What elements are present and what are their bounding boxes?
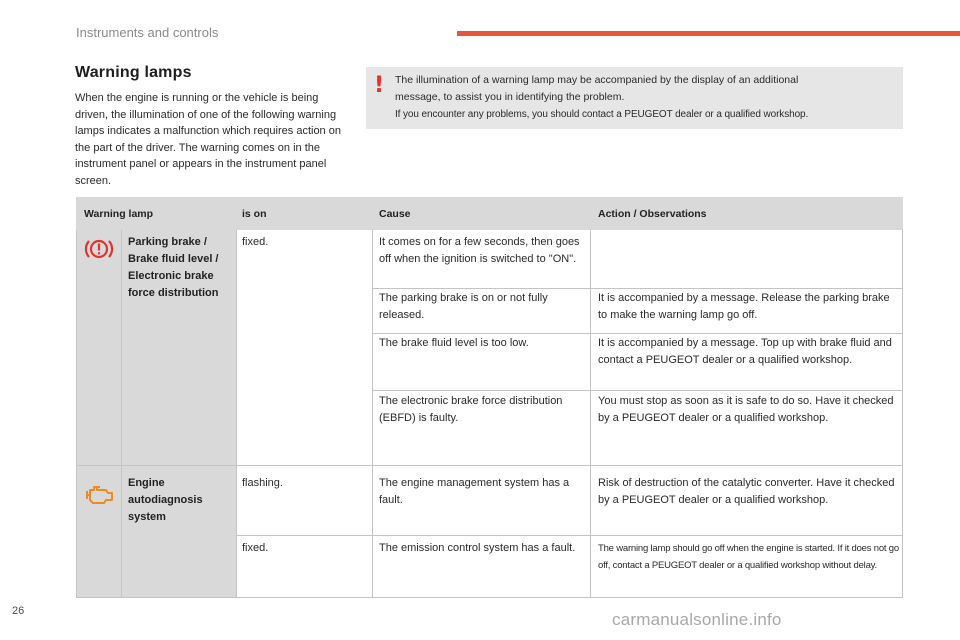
cause-engine-2: The emission control system has a fault. [379, 542, 576, 554]
cause-brake-4: The electronic brake force distribution (EBFD) is faulty. [379, 395, 563, 424]
page-title: Warning lamps [75, 64, 192, 81]
section-title: Instruments and controls [76, 25, 219, 40]
header-accent-rule [457, 31, 960, 36]
note-line-2: message, to assist you in identifying the problem. [395, 91, 625, 103]
watermark: carmanualsonline.info [612, 610, 782, 629]
exclamation-icon: ! [374, 73, 385, 98]
is-on-engine-2: fixed. [242, 542, 269, 554]
note-line-1: The illumination of a warning lamp may be accompanied by the display of an additional [395, 74, 799, 86]
header-action: Action / Observations [598, 208, 707, 220]
cause-brake-3: The brake fluid level is too low. [379, 337, 529, 349]
cause-brake-2: The parking brake is on or not fully released. [379, 292, 548, 321]
brake-warning-icon [82, 235, 116, 263]
note-text [395, 72, 900, 123]
action-brake-3: It is accompanied by a message. Top up with brake fluid and contact a PEUGEOT dealer or a qualified workshop. [598, 337, 892, 366]
lamp-name-brake: Parking brake / Brake fluid level / Electronic brake force distribution [128, 236, 219, 299]
cause-brake-1: It comes on for a few seconds, then goes off when the ignition is switched to "ON". [379, 236, 580, 265]
engine-icon [84, 483, 116, 507]
header-cause: Cause [379, 208, 411, 220]
table-header-row [76, 197, 903, 230]
header-warning-lamp: Warning lamp [84, 208, 154, 220]
lamp-name-engine: Engine autodiagnosis system [128, 477, 203, 523]
header-is-on: is on [242, 208, 267, 220]
action-engine-2: The warning lamp should go off when the engine is started. If it does not go off, contact a PEUGEOT dealer or a qualified workshop without delay. [598, 543, 899, 571]
note-line-3: If you encounter any problems, you should contact a PEUGEOT dealer or a qualified workshop. [395, 109, 809, 120]
action-engine-1: Risk of destruction of the catalytic converter. Have it checked by a PEUGEOT dealer or a qualified workshop. [598, 477, 895, 506]
intro-paragraph: When the engine is running or the vehicle is being driven, the illumination of one of the following warning lamps indicates a malfunction which requires action on the part of the driver. The warning comes on in the instrument panel or appears in the instrument panel screen. [75, 92, 341, 187]
note-box [366, 67, 903, 129]
action-brake-4: You must stop as soon as it is safe to do so. Have it checked by a PEUGEOT dealer or a qualified workshop. [598, 395, 894, 424]
page-number: 26 [12, 605, 25, 617]
action-brake-2: It is accompanied by a message. Release the parking brake to make the warning lamp go off. [598, 292, 890, 321]
is-on-brake: fixed. [242, 236, 269, 248]
cause-engine-1: The engine management system has a fault. [379, 477, 570, 506]
warning-lamps-table [76, 197, 903, 598]
is-on-engine-1: flashing. [242, 477, 283, 489]
